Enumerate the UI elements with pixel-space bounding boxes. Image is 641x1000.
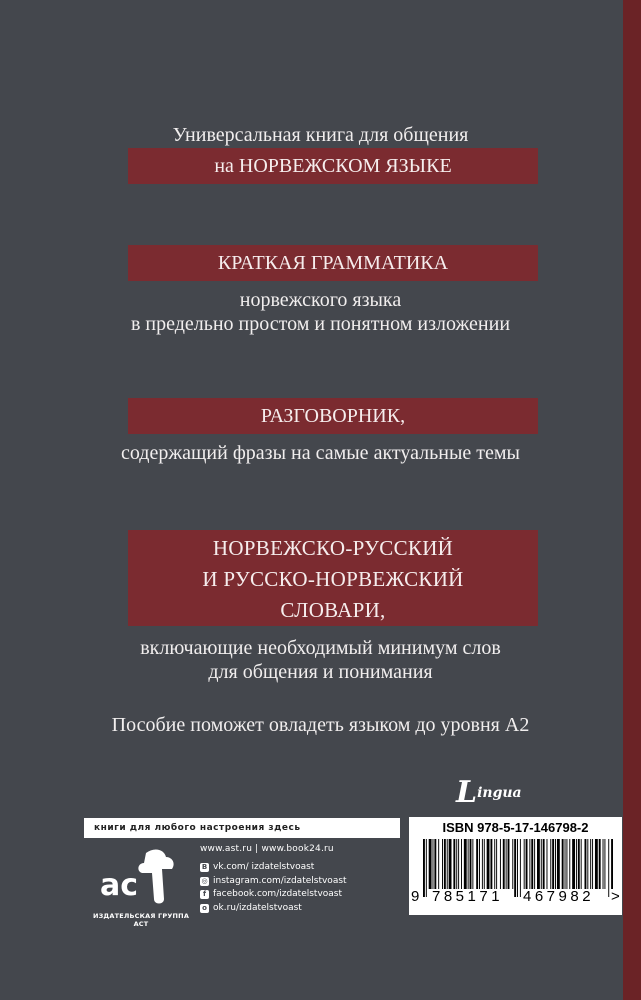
- instagram-icon: ◎: [201, 876, 208, 885]
- barcode-bar: [461, 839, 462, 889]
- barcode-box: [409, 817, 622, 915]
- grammar-text-2: в предельно простом и понятном изложении: [130, 313, 511, 335]
- barcode-bar: [552, 839, 554, 889]
- ok-icon: o: [200, 904, 209, 913]
- ast-logo-icon: [94, 843, 184, 913]
- barcode-bar: [433, 839, 434, 889]
- barcode-bar: [438, 839, 439, 889]
- intro-text: Универсальная книга для общения: [172, 124, 469, 146]
- social-link-vk[interactable]: B vk.com/ izdatelstvoast: [201, 862, 315, 872]
- barcode-bar: [578, 839, 580, 889]
- barcode-bar: [595, 839, 598, 889]
- facebook-icon: f: [200, 890, 209, 899]
- phrasebook-text: содержащий фразы на самые актуальные темы: [120, 442, 520, 464]
- barcode-bar: [490, 839, 492, 889]
- barcode-bar: [555, 839, 556, 889]
- right-color-strip: [623, 0, 641, 1000]
- slogan-strip: книги для любого настроения здесь: [84, 818, 400, 838]
- lingua-logo: Lingua: [456, 775, 522, 810]
- dictionary-text-2: для общения и понимания: [208, 661, 433, 683]
- barcode-bar: [557, 839, 560, 889]
- barcode-bar: [434, 839, 436, 889]
- barcode-bar: [496, 839, 497, 889]
- dictionary-text-1: включающие необходимый минимум слов: [140, 637, 501, 659]
- dictionary-band-line-1: НОРВЕЖСКО-РУССКИЙ: [212, 536, 454, 560]
- barcode-bar: [449, 839, 452, 889]
- social-link-facebook[interactable]: f facebook.com/izdatelstvoast: [200, 888, 347, 902]
- barcode-group-2: 467982: [523, 888, 595, 905]
- barcode-bar: [587, 839, 588, 889]
- barcode-bar: [566, 839, 567, 889]
- social-link-instagram[interactable]: ◎ instagram.com/izdatelstvoast: [201, 875, 347, 886]
- barcode-bar: [529, 839, 530, 889]
- grammar-band: КРАТКАЯ ГРАММАТИКА: [128, 245, 538, 281]
- barcode-bar: [576, 839, 577, 889]
- barcode-bar: [562, 839, 564, 889]
- barcode-bar: [494, 839, 495, 889]
- intro-band: на НОРВЕЖСКОМ ЯЗЫКЕ: [128, 148, 538, 184]
- barcode-bar: [458, 839, 459, 889]
- barcode-bar: [526, 839, 528, 889]
- dictionary-band: [128, 530, 538, 626]
- barcode-bar: [447, 839, 448, 889]
- publisher-links: [200, 843, 347, 915]
- barcode-bar: [426, 839, 427, 897]
- barcode-bar: [514, 839, 516, 897]
- barcode-bar: [524, 839, 525, 889]
- barcode-bar: [453, 839, 455, 889]
- barcode-bar: [470, 839, 472, 889]
- isbn-text: ISBN 978-5-17-146798-2: [442, 820, 589, 835]
- barcode-bar: [464, 839, 467, 889]
- dictionary-band-line-3: СЛОВАРИ,: [280, 598, 386, 622]
- barcode-lead-digit: 9: [411, 888, 420, 905]
- barcode-bar: [429, 839, 432, 889]
- web-links[interactable]: www.ast.ru | www.book24.ru: [200, 844, 334, 854]
- level-note: Пособие поможет овладеть языком до уровня А2: [111, 714, 530, 736]
- barcode-bar: [476, 839, 478, 889]
- barcode-bar: [603, 839, 604, 889]
- barcode-bar: [503, 839, 505, 889]
- barcode-bar: [599, 839, 601, 889]
- barcode-bar: [572, 839, 575, 889]
- barcode-bar: [506, 839, 507, 889]
- barcode-bar: [484, 839, 485, 889]
- barcode-bar: [537, 839, 540, 889]
- barcode-bar: [569, 839, 570, 889]
- barcode-bar: [512, 839, 513, 889]
- barcode-bar: [550, 839, 551, 889]
- barcode-bar: [531, 839, 533, 889]
- barcode-bar: [547, 839, 548, 889]
- barcode-bar: [565, 839, 566, 889]
- ast-caption: ИЗДАТЕЛЬСКАЯ ГРУППА АСТ: [92, 912, 190, 928]
- barcode-bar: [581, 839, 582, 889]
- barcode-bar: [508, 839, 510, 889]
- barcode-bar: [604, 839, 605, 889]
- barcode-bar: [482, 839, 483, 889]
- barcode-bar: [585, 839, 587, 889]
- barcode-bar: [468, 839, 469, 889]
- barcode-bar: [487, 839, 490, 889]
- barcode-bar: [423, 839, 425, 897]
- barcode-bar: [543, 839, 545, 889]
- barcode-bar: [541, 839, 542, 889]
- barcode-bar: [456, 839, 457, 889]
- barcode-group-1: 785171: [432, 888, 504, 905]
- barcode-bar: [500, 839, 501, 889]
- social-link-ok[interactable]: o ok.ru/izdatelstvoast: [200, 902, 347, 916]
- barcode-bar: [442, 839, 443, 889]
- barcode-bar: [479, 839, 480, 889]
- barcode-bar: [444, 839, 446, 889]
- ast-logo-text: ac: [100, 868, 139, 903]
- barcode-bar: [590, 839, 591, 889]
- barcode-tail: >: [611, 888, 620, 905]
- dictionary-band-line-2: И РУССКО-НОРВЕЖСКИЙ: [202, 567, 464, 591]
- vk-icon: B: [201, 863, 208, 872]
- phrasebook-band: РАЗГОВОРНИК,: [128, 398, 538, 434]
- barcode-bar: [517, 839, 518, 897]
- barcode-bar: [520, 839, 521, 897]
- barcode-bar: [534, 839, 535, 889]
- barcode-bar: [472, 839, 473, 889]
- barcode-bar: [592, 839, 593, 889]
- grammar-text-1: норвежского языка: [239, 289, 402, 311]
